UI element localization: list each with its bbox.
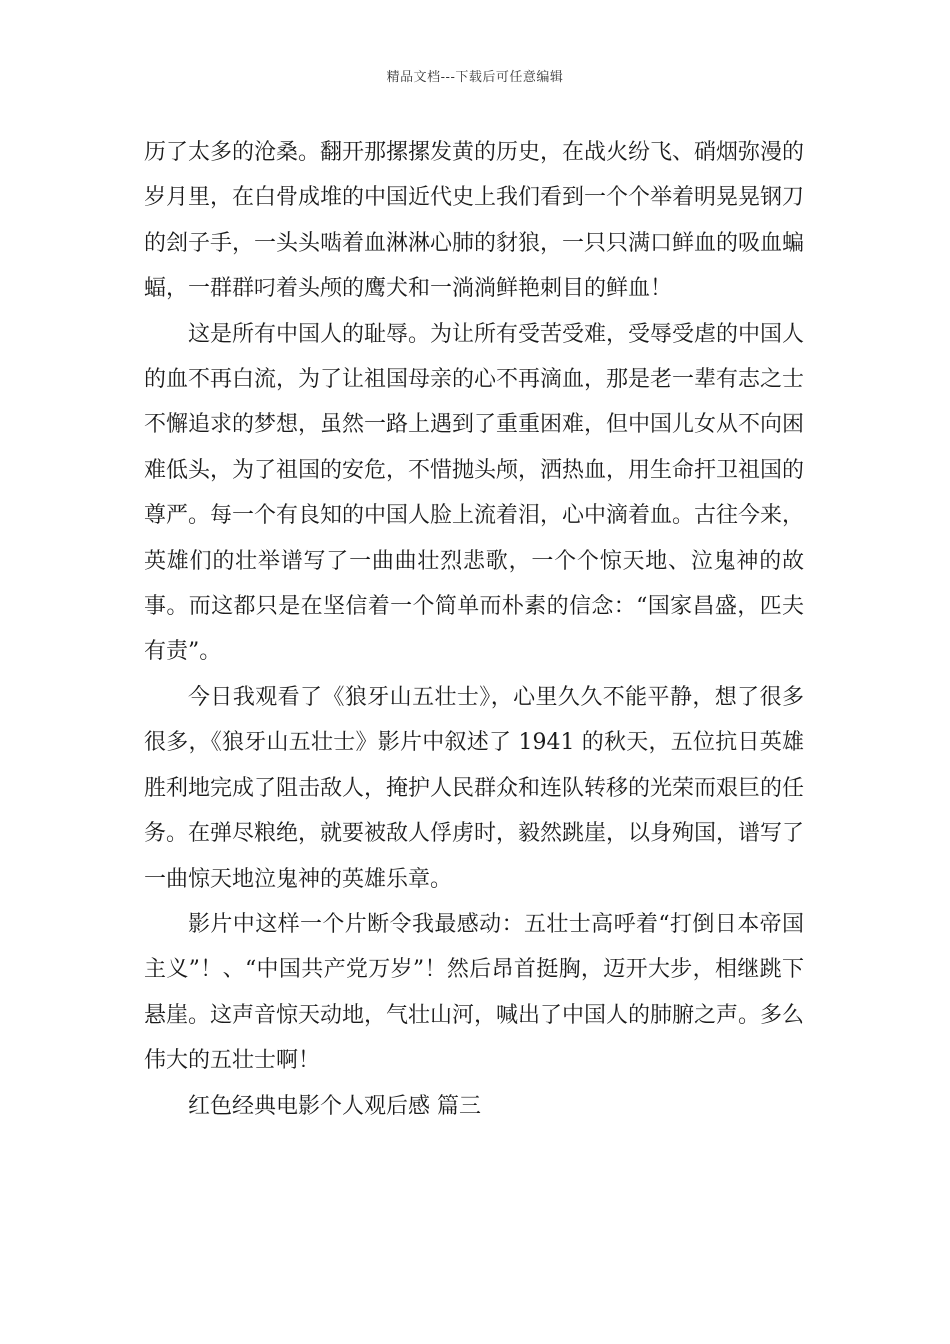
- page-header: 精品文档---下载后可任意编辑: [386, 70, 564, 85]
- paragraph-3: 今日我观看了《狼牙山五壮士》，心里久久不能平静，想了很多很多，《狼牙山五壮士》影片中叙述了 1941 的秋天，五位抗日英雄胜利地完成了阻击敌人，掩护人民群众和连队转移的光荣而艰巨的任务。在弹尽粮绝，就要被敌人俘虏时，毅然跳崖，以身殉国，谱写了一曲惊天地泣鬼神的英雄乐章。: [144, 684, 805, 892]
- document-body: [144, 130, 804, 1129]
- paragraph-1: 历了太多的沧桑。翻开那摞摞发黄的历史，在战火纷飞、硝烟弥漫的岁月里，在白骨成堆的中国近代史上我们看到一个个举着明晃晃钢刀的刽子手，一头头啮着血淋淋心肺的豺狼，一只只满口鲜血的吸血蝙蝠，一群群叼着头颅的鹰犬和一淌淌鲜艳刺目的鲜血！: [144, 140, 805, 302]
- section-title: 红色经典电影个人观后感 篇三: [188, 1093, 481, 1119]
- paragraph-4: 影片中这样一个片断令我最感动：五壮士高呼着“打倒日本帝国主义”！、“中国共产党万岁”！然后昂首挺胸，迈开大步，相继跳下悬崖。这声音惊天动地，气壮山河，喊出了中国人的肺腑之声。多么伟大的五壮士啊！: [144, 911, 805, 1074]
- paragraph-2: 这是所有中国人的耻辱。为让所有受苦受难，受辱受虐的中国人的血不再白流，为了让祖国母亲的心不再滴血，那是老一辈有志之士不懈追求的梦想，虽然一路上遇到了重重困难，但中国儿女从不向困难低头，为了祖国的安危，不惜抛头颅，洒热血，用生命扞卫祖国的尊严。每一个有良知的中国人脸上流着泪，心中滴着血。古往今来，英雄们的壮举谱写了一曲曲壮烈悲歌，一个个惊天地、泣鬼神的故事。而这都只是在坚信着一个简单而朴素的信念：“国家昌盛，匹夫有责”。: [144, 321, 805, 665]
